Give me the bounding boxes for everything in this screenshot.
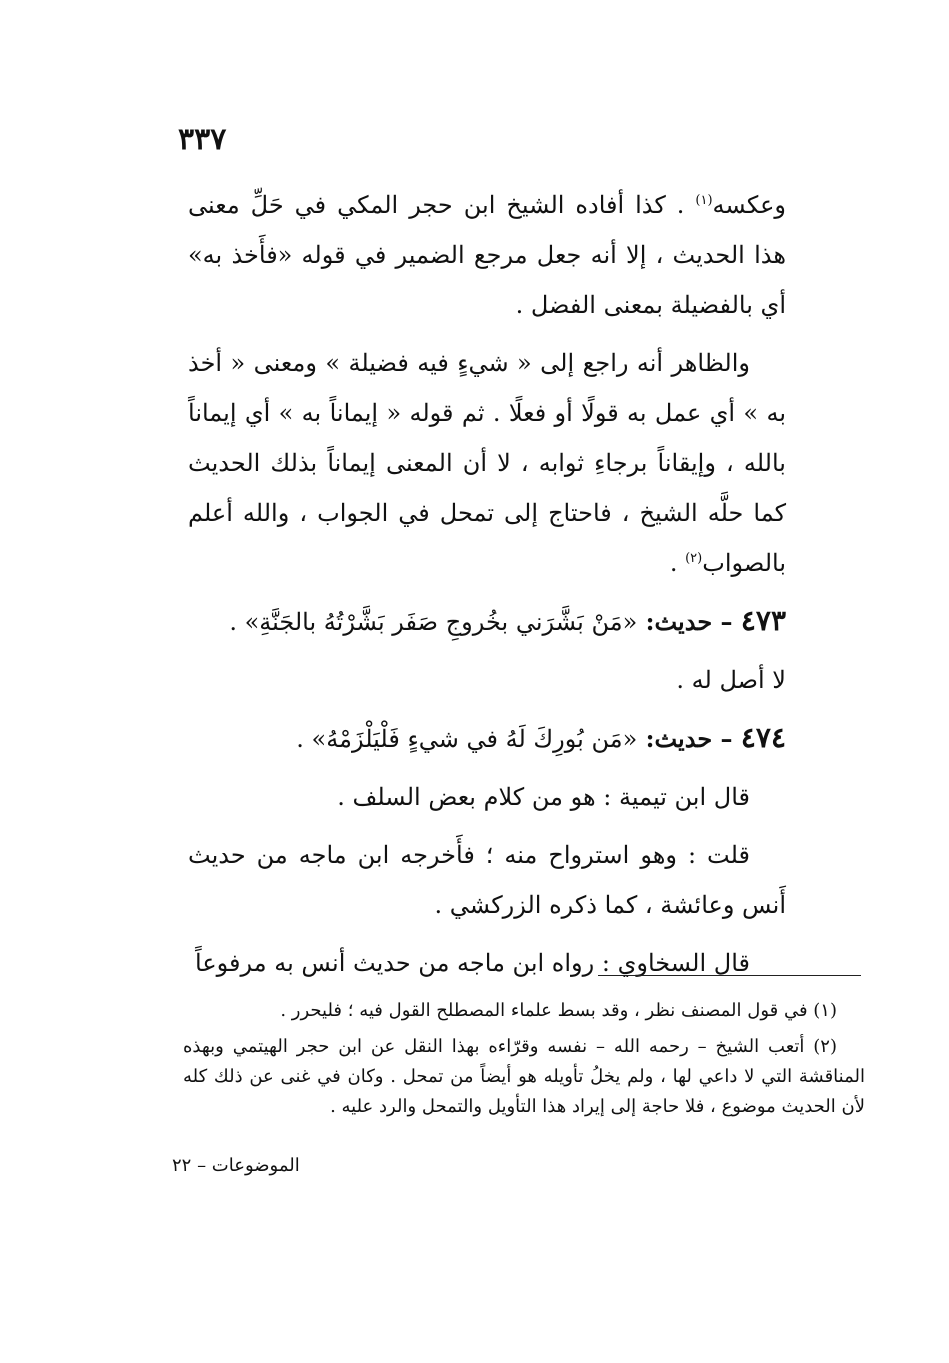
hadith-473 bbox=[188, 596, 786, 647]
paragraph-1-rest: . كذا أفاده الشيخ ابن حجر المكي في حَلِّ معنى هذا الحديث ، إلا أنه جعل مرجع الضمير في قوله «فأَخذ به» أي بالفضيلة بمعنى الفضل . bbox=[188, 191, 786, 319]
footnote-1: (١) في قول المصنف نظر ، وقد بسط علماء المصطلح القول فيه ؛ فليحرر . bbox=[280, 1000, 837, 1021]
page-number: ٣٣٧ bbox=[178, 122, 227, 157]
paragraph-2 bbox=[188, 338, 786, 588]
footnote-ref-2[interactable]: (٢) bbox=[685, 551, 703, 566]
hadith-474-comment-1: قال ابن تيمية : هو من كلام بعض السلف . bbox=[337, 783, 750, 811]
hadith-473-text: «مَنْ بَشَّرَني بخُروجِ صَفَر بَشَّرْتُهُ بالجَنَّةِ» . bbox=[229, 608, 638, 636]
paragraph-2-end: . bbox=[669, 549, 686, 577]
hadith-473-number: ٤٧٣ bbox=[740, 604, 786, 637]
hadith-474-number: ٤٧٤ bbox=[740, 721, 786, 754]
hadith-474-comment-3: قال السخاوي : رواه ابن ماجه من حديث أنس به مرفوعاً bbox=[195, 949, 750, 977]
signature-mark: الموضوعات – ٢٢ bbox=[172, 1155, 300, 1176]
hadith-474 bbox=[188, 713, 786, 764]
paragraph-1 bbox=[188, 180, 786, 330]
footnote-separator bbox=[598, 975, 861, 976]
hadith-473-comment: لا أصل له . bbox=[676, 666, 786, 694]
hadith-473-label: – حديث: bbox=[637, 607, 741, 636]
footnote-2: (٢) أتعب الشيخ – رحمه الله – نفسه وقرّاءه بهذا النقل عن ابن حجر الهيتمي وبهذه المناقشة التي لا داعي لها ، ولم يخلُ تأويله هو أيضاً من تمحل . وكان في غنى عن ذلك كله لأن الحديث موضوع ، فلا حاجة إلى إيراد هذا التأويل والتمحل والرد عليه . bbox=[183, 1036, 865, 1117]
main-text bbox=[188, 180, 786, 996]
footnote-ref-1[interactable]: (١) bbox=[695, 193, 713, 208]
paragraph-1-start: وعكسه bbox=[712, 191, 786, 219]
hadith-474-text: «مَن بُورِكَ لَهُ في شيءٍ فَلْيَلْزَمْهُ» . bbox=[296, 725, 638, 753]
footnotes bbox=[183, 996, 865, 1128]
hadith-474-comment-2: قلت : وهو استرواح منه ؛ فأَخرجه ابن ماجه من حديث أَنس وعائشة ، كما ذكره الزركشي . bbox=[188, 841, 786, 919]
paragraph-2-text: والظاهر أنه راجع إلى « شيءٍ فيه فضيلة » ومعنى « أخذ به » أي عمل به قولًا أو فعلًا . ثم قوله « إيماناً به » أي إيماناً بالله ، وإيقاناً برجاءِ ثوابه ، لا أن المعنى إيماناً بذلك الحديث كما حلَّه الشيخ ، فاحتاج إلى تمحل في الجواب ، والله أعلم بالصواب bbox=[188, 349, 786, 577]
hadith-474-label: – حديث: bbox=[637, 724, 741, 753]
